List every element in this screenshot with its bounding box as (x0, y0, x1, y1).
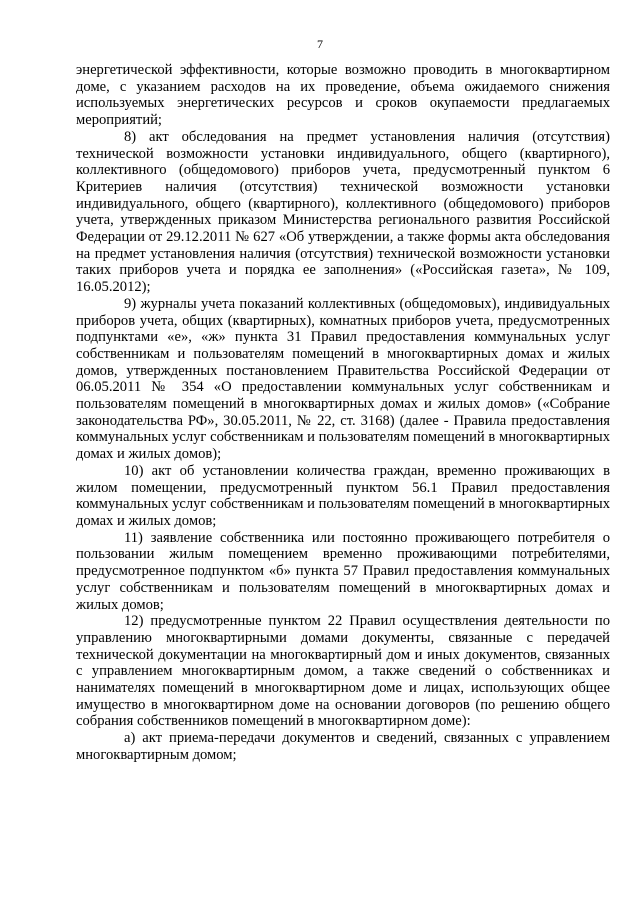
page-number: 7 (317, 37, 323, 51)
paragraph-item-12: 12) предусмотренные пунктом 22 Правил осуществления деятельности по управлению многоквартирными домами документы, связанные с передачей технической документации на многоквартирный дом и иных документов, связанных с управлением многоквартирным домом, а также сведений о собственниках и нанимателях помещений в многоквартирном доме и лицах, использующих общее имущество в многоквартирном доме на основании договоров (по решению общего собрания собственников помещений в многоквартирном доме): (76, 613, 610, 730)
paragraph-item-12a: а) акт приема-передачи документов и сведений, связанных с управлением многоквартирным домом; (76, 730, 610, 763)
paragraph-continuation: энергетической эффективности, которые возможно проводить в многоквартирном доме, с указанием расходов на их проведение, объема ожидаемого снижения используемых энергетических ресурсов и сроков окупаемости предлагаемых мероприятий; (76, 62, 610, 129)
paragraph-item-11: 11) заявление собственника или постоянно проживающего потребителя о пользовании жилым помещением временно проживающими потребителями, предусмотренное подпунктом «б» пункта 57 Правил предоставления коммунальных услуг собственникам и пользователям помещений в многоквартирных домах и жилых домов; (76, 529, 610, 613)
paragraph-item-8: 8) акт обследования на предмет установления наличия (отсутствия) технической возможности установки индивидуального, общего (квартирного), коллективного (общедомового) приборов учета, предусмотренный пунктом 6 Критериев наличия (отсутствия) технической возможности установки индивидуального, общего (квартирного), коллективного (общедомового) приборов учета, утвержденных приказом Министерства регионального развития Российской Федерации от 29.12.2011 № 627 «Об утверждении, а также формы акта обследования на предмет установления наличия (отсутствия) технической возможности установки таких приборов учета и порядка ее заполнения» («Российская газета», № 109, 16.05.2012); (76, 128, 610, 296)
paragraph-item-9: 9) журналы учета показаний коллективных (общедомовых), индивидуальных приборов учета, общих (квартирных), комнатных приборов учета, предусмотренных подпунктами «е», «ж» пункта 31 Правил предоставления коммунальных услуг собственникам и пользователям помещений в многоквартирных домах и жилых домов, утвержденных постановлением Правительства Российской Федерации от 06.05.2011 № 354 «О предоставлении коммунальных услуг собственникам и пользователям помещений в многоквартирных домах и жилых домов» («Собрание законодательства РФ», 30.05.2011, № 22, ст. 3168) (далее - Правила предоставления коммунальных услуг собственникам и пользователям помещений в многоквартирных домах и жилых домов); (76, 295, 610, 463)
document-body (76, 62, 610, 764)
paragraph-item-10: 10) акт об установлении количества граждан, временно проживающих в жилом помещении, предусмотренный пунктом 56.1 Правил предоставления коммунальных услуг собственникам и пользователям помещений в многоквартирных домах и жилых домов; (76, 462, 610, 529)
